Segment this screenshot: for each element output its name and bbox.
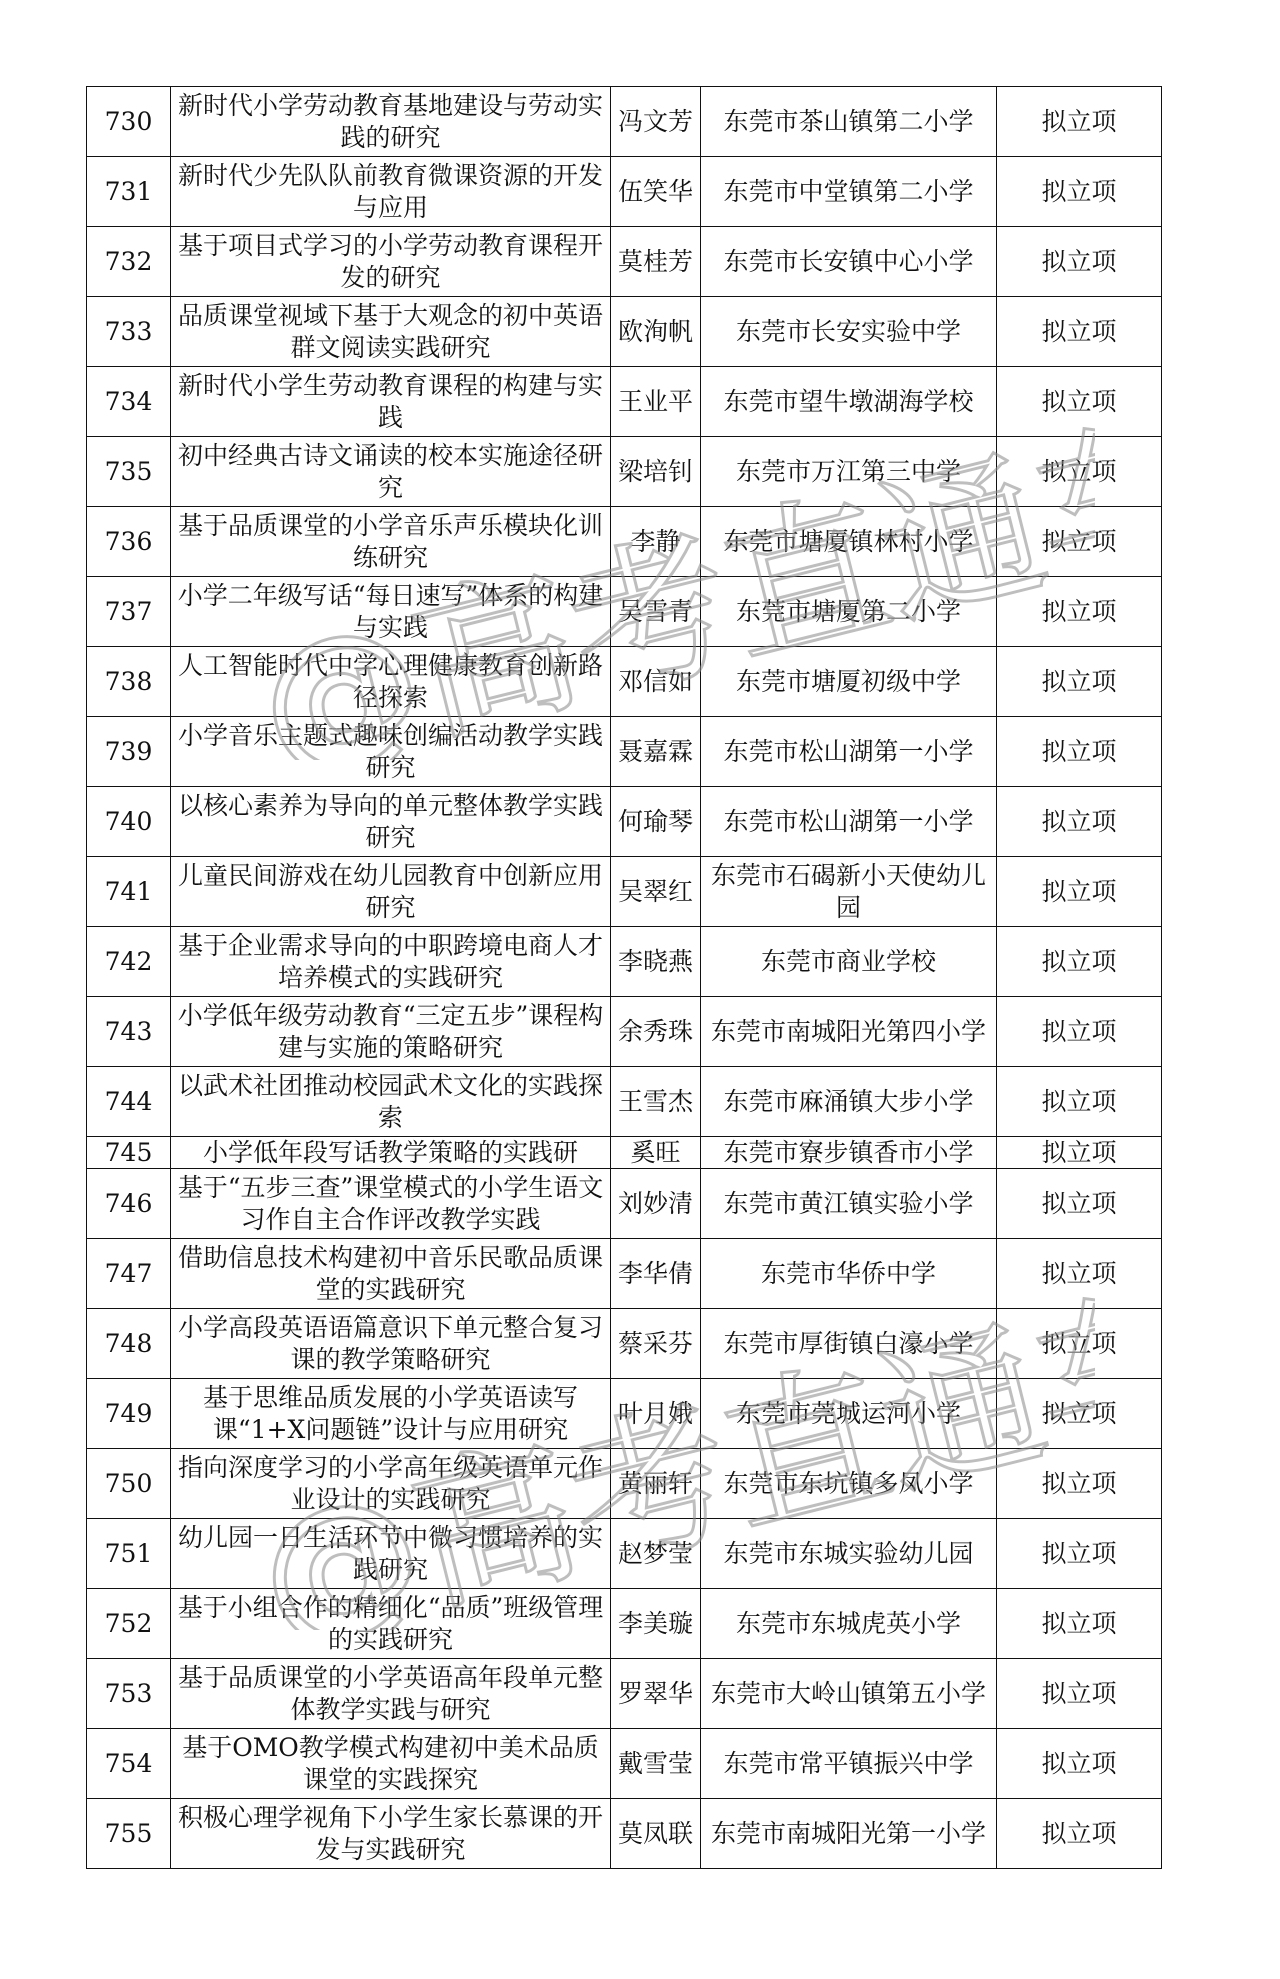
row-number: 750 bbox=[87, 1449, 171, 1519]
row-number: 744 bbox=[87, 1067, 171, 1137]
row-number: 731 bbox=[87, 157, 171, 227]
school-name: 东莞市南城阳光第四小学 bbox=[701, 997, 997, 1067]
row-number: 734 bbox=[87, 367, 171, 437]
school-name: 东莞市长安实验中学 bbox=[701, 297, 997, 367]
school-name: 东莞市松山湖第一小学 bbox=[701, 717, 997, 787]
applicant-name: 莫凤联 bbox=[611, 1799, 701, 1869]
school-name: 东莞市东城实验幼儿园 bbox=[701, 1519, 997, 1589]
row-number: 733 bbox=[87, 297, 171, 367]
school-name: 东莞市麻涌镇大步小学 bbox=[701, 1067, 997, 1137]
school-name: 东莞市茶山镇第二小学 bbox=[701, 87, 997, 157]
school-name: 东莞市万江第三中学 bbox=[701, 437, 997, 507]
status-text: 拟立项 bbox=[997, 1799, 1162, 1869]
table-row bbox=[87, 1519, 1162, 1589]
table-row bbox=[87, 1659, 1162, 1729]
status-text: 拟立项 bbox=[997, 157, 1162, 227]
row-number: 742 bbox=[87, 927, 171, 997]
applicant-name: 吴翠红 bbox=[611, 857, 701, 927]
project-title: 基于品质课堂的小学英语高年段单元整体教学实践与研究 bbox=[171, 1659, 611, 1729]
applicant-name: 何瑜琴 bbox=[611, 787, 701, 857]
school-name: 东莞市石碣新小天使幼儿园 bbox=[701, 857, 997, 927]
school-name: 东莞市东坑镇多凤小学 bbox=[701, 1449, 997, 1519]
project-title: 借助信息技术构建初中音乐民歌品质课堂的实践研究 bbox=[171, 1239, 611, 1309]
status-text: 拟立项 bbox=[997, 997, 1162, 1067]
applicant-name: 李华倩 bbox=[611, 1239, 701, 1309]
table-row bbox=[87, 787, 1162, 857]
status-text: 拟立项 bbox=[997, 1067, 1162, 1137]
row-number: 746 bbox=[87, 1169, 171, 1239]
status-text: 拟立项 bbox=[997, 1239, 1162, 1309]
school-name: 东莞市塘厦初级中学 bbox=[701, 647, 997, 717]
applicant-name: 王雪杰 bbox=[611, 1067, 701, 1137]
table-row bbox=[87, 1589, 1162, 1659]
project-title: 新时代少先队队前教育微课资源的开发与应用 bbox=[171, 157, 611, 227]
status-text: 拟立项 bbox=[997, 1379, 1162, 1449]
table-row bbox=[87, 1169, 1162, 1239]
status-text: 拟立项 bbox=[997, 367, 1162, 437]
row-number: 745 bbox=[87, 1137, 171, 1169]
row-number: 747 bbox=[87, 1239, 171, 1309]
row-number: 740 bbox=[87, 787, 171, 857]
project-title: 指向深度学习的小学高年级英语单元作业设计的实践研究 bbox=[171, 1449, 611, 1519]
applicant-name: 李静 bbox=[611, 507, 701, 577]
applicant-name: 李晓燕 bbox=[611, 927, 701, 997]
table-row bbox=[87, 577, 1162, 647]
project-title: 幼儿园一日生活环节中微习惯培养的实践研究 bbox=[171, 1519, 611, 1589]
school-name: 东莞市望牛墩湖海学校 bbox=[701, 367, 997, 437]
project-title: 积极心理学视角下小学生家长慕课的开发与实践研究 bbox=[171, 1799, 611, 1869]
applicant-name: 欧洵帆 bbox=[611, 297, 701, 367]
school-name: 东莞市南城阳光第一小学 bbox=[701, 1799, 997, 1869]
school-name: 东莞市莞城运河小学 bbox=[701, 1379, 997, 1449]
school-name: 东莞市华侨中学 bbox=[701, 1239, 997, 1309]
applicant-name: 叶月娥 bbox=[611, 1379, 701, 1449]
table-row bbox=[87, 1449, 1162, 1519]
table-row bbox=[87, 927, 1162, 997]
project-title: 基于小组合作的精细化“品质”班级管理的实践研究 bbox=[171, 1589, 611, 1659]
school-name: 东莞市长安镇中心小学 bbox=[701, 227, 997, 297]
status-text: 拟立项 bbox=[997, 507, 1162, 577]
project-title: 基于品质课堂的小学音乐声乐模块化训练研究 bbox=[171, 507, 611, 577]
row-number: 739 bbox=[87, 717, 171, 787]
project-title: 基于OMO教学模式构建初中美术品质课堂的实践探究 bbox=[171, 1729, 611, 1799]
project-title: 小学低年段写话教学策略的实践研 bbox=[171, 1137, 611, 1169]
project-title: 以核心素养为导向的单元整体教学实践研究 bbox=[171, 787, 611, 857]
table-row bbox=[87, 157, 1162, 227]
table-row bbox=[87, 507, 1162, 577]
status-text: 拟立项 bbox=[997, 1449, 1162, 1519]
table-row bbox=[87, 857, 1162, 927]
table-row bbox=[87, 1379, 1162, 1449]
applicant-name: 冯文芳 bbox=[611, 87, 701, 157]
table-row bbox=[87, 717, 1162, 787]
project-title: 小学音乐主题式趣味创编活动教学实践研究 bbox=[171, 717, 611, 787]
watermark-text: @高考直通车 bbox=[240, 391, 1095, 760]
status-text: 拟立项 bbox=[997, 1169, 1162, 1239]
applicant-name: 奚旺 bbox=[611, 1137, 701, 1169]
project-title: 儿童民间游戏在幼儿园教育中创新应用研究 bbox=[171, 857, 611, 927]
school-name: 东莞市塘厦镇林村小学 bbox=[701, 507, 997, 577]
status-text: 拟立项 bbox=[997, 1309, 1162, 1379]
row-number: 749 bbox=[87, 1379, 171, 1449]
status-text: 拟立项 bbox=[997, 1729, 1162, 1799]
project-title: 小学二年级写话“每日速写”体系的构建与实践 bbox=[171, 577, 611, 647]
status-text: 拟立项 bbox=[997, 717, 1162, 787]
row-number: 748 bbox=[87, 1309, 171, 1379]
applicant-name: 邓信如 bbox=[611, 647, 701, 717]
row-number: 753 bbox=[87, 1659, 171, 1729]
applicant-name: 伍笑华 bbox=[611, 157, 701, 227]
school-name: 东莞市黄江镇实验小学 bbox=[701, 1169, 997, 1239]
table-row bbox=[87, 1239, 1162, 1309]
project-title: 基于企业需求导向的中职跨境电商人才培养模式的实践研究 bbox=[171, 927, 611, 997]
table-row bbox=[87, 1067, 1162, 1137]
status-text: 拟立项 bbox=[997, 87, 1162, 157]
school-name: 东莞市厚街镇白濠小学 bbox=[701, 1309, 997, 1379]
status-text: 拟立项 bbox=[997, 1589, 1162, 1659]
table-row bbox=[87, 647, 1162, 717]
status-text: 拟立项 bbox=[997, 927, 1162, 997]
applicant-name: 蔡采芬 bbox=[611, 1309, 701, 1379]
applicant-name: 赵梦莹 bbox=[611, 1519, 701, 1589]
row-number: 755 bbox=[87, 1799, 171, 1869]
table-row bbox=[87, 437, 1162, 507]
project-table bbox=[86, 86, 1162, 1869]
applicant-name: 王业平 bbox=[611, 367, 701, 437]
status-text: 拟立项 bbox=[997, 227, 1162, 297]
table-row bbox=[87, 1137, 1162, 1169]
project-title: 基于思维品质发展的小学英语读写课“1+X问题链”设计与应用研究 bbox=[171, 1379, 611, 1449]
row-number: 737 bbox=[87, 577, 171, 647]
applicant-name: 黄丽轩 bbox=[611, 1449, 701, 1519]
project-title: 新时代小学劳动教育基地建设与劳动实践的研究 bbox=[171, 87, 611, 157]
table-row bbox=[87, 227, 1162, 297]
project-title: 基于项目式学习的小学劳动教育课程开发的研究 bbox=[171, 227, 611, 297]
status-text: 拟立项 bbox=[997, 1519, 1162, 1589]
school-name: 东莞市松山湖第一小学 bbox=[701, 787, 997, 857]
status-text: 拟立项 bbox=[997, 857, 1162, 927]
row-number: 730 bbox=[87, 87, 171, 157]
row-number: 751 bbox=[87, 1519, 171, 1589]
status-text: 拟立项 bbox=[997, 577, 1162, 647]
status-text: 拟立项 bbox=[997, 297, 1162, 367]
project-title: 初中经典古诗文诵读的校本实施途径研究 bbox=[171, 437, 611, 507]
project-title: 基于“五步三查”课堂模式的小学生语文习作自主合作评改教学实践 bbox=[171, 1169, 611, 1239]
table-row bbox=[87, 997, 1162, 1067]
row-number: 735 bbox=[87, 437, 171, 507]
table-row bbox=[87, 297, 1162, 367]
table-row bbox=[87, 1729, 1162, 1799]
school-name: 东莞市东城虎英小学 bbox=[701, 1589, 997, 1659]
school-name: 东莞市常平镇振兴中学 bbox=[701, 1729, 997, 1799]
watermark-text: @高考直通车 bbox=[240, 1261, 1095, 1630]
status-text: 拟立项 bbox=[997, 437, 1162, 507]
project-title: 以武术社团推动校园武术文化的实践探索 bbox=[171, 1067, 611, 1137]
applicant-name: 余秀珠 bbox=[611, 997, 701, 1067]
table-row bbox=[87, 1799, 1162, 1869]
school-name: 东莞市中堂镇第二小学 bbox=[701, 157, 997, 227]
project-title: 小学高段英语语篇意识下单元整合复习课的教学策略研究 bbox=[171, 1309, 611, 1379]
table-row bbox=[87, 87, 1162, 157]
applicant-name: 吴雪青 bbox=[611, 577, 701, 647]
row-number: 752 bbox=[87, 1589, 171, 1659]
table-row bbox=[87, 367, 1162, 437]
applicant-name: 李美璇 bbox=[611, 1589, 701, 1659]
school-name: 东莞市大岭山镇第五小学 bbox=[701, 1659, 997, 1729]
row-number: 743 bbox=[87, 997, 171, 1067]
school-name: 东莞市塘厦第二小学 bbox=[701, 577, 997, 647]
status-text: 拟立项 bbox=[997, 1659, 1162, 1729]
applicant-name: 戴雪莹 bbox=[611, 1729, 701, 1799]
row-number: 741 bbox=[87, 857, 171, 927]
table-body bbox=[87, 87, 1162, 1869]
table-row bbox=[87, 1309, 1162, 1379]
project-title: 人工智能时代中学心理健康教育创新路径探索 bbox=[171, 647, 611, 717]
project-title: 新时代小学生劳动教育课程的构建与实践 bbox=[171, 367, 611, 437]
applicant-name: 梁培钊 bbox=[611, 437, 701, 507]
status-text: 拟立项 bbox=[997, 787, 1162, 857]
school-name: 东莞市商业学校 bbox=[701, 927, 997, 997]
status-text: 拟立项 bbox=[997, 1137, 1162, 1169]
row-number: 732 bbox=[87, 227, 171, 297]
applicant-name: 罗翠华 bbox=[611, 1659, 701, 1729]
applicant-name: 聂嘉霖 bbox=[611, 717, 701, 787]
project-title: 小学低年级劳动教育“三定五步”课程构建与实施的策略研究 bbox=[171, 997, 611, 1067]
applicant-name: 莫桂芳 bbox=[611, 227, 701, 297]
project-title: 品质课堂视域下基于大观念的初中英语群文阅读实践研究 bbox=[171, 297, 611, 367]
row-number: 736 bbox=[87, 507, 171, 577]
applicant-name: 刘妙清 bbox=[611, 1169, 701, 1239]
row-number: 738 bbox=[87, 647, 171, 717]
status-text: 拟立项 bbox=[997, 647, 1162, 717]
school-name: 东莞市寮步镇香市小学 bbox=[701, 1137, 997, 1169]
row-number: 754 bbox=[87, 1729, 171, 1799]
